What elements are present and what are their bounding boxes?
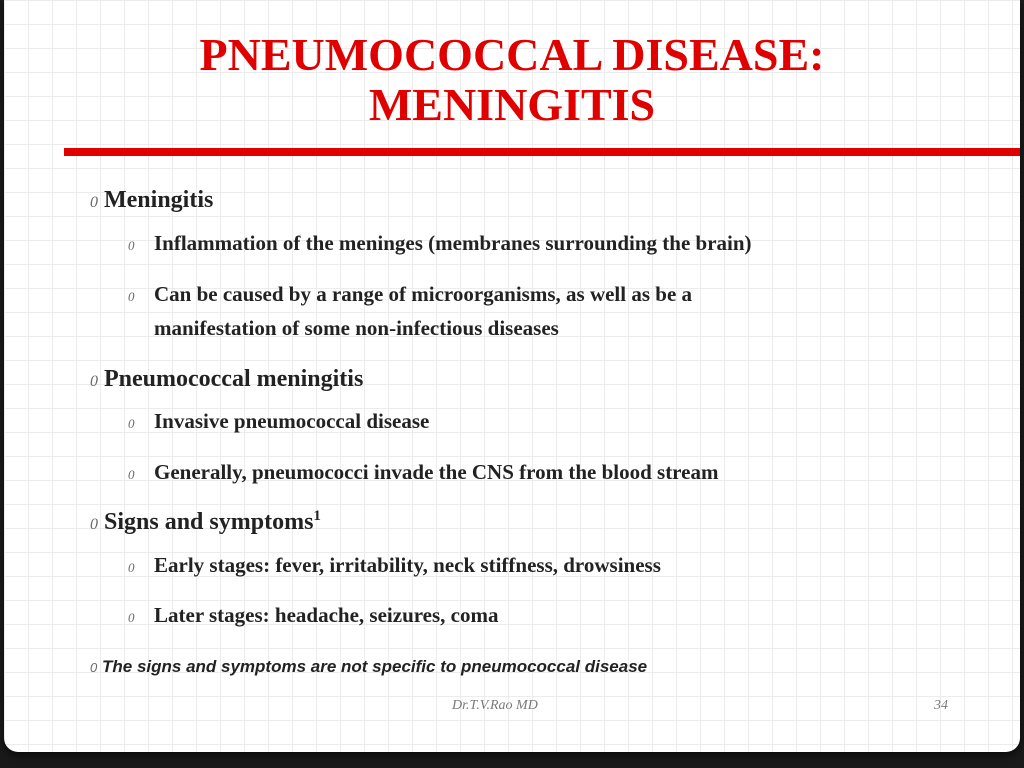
slide: [4, 0, 1020, 752]
bullet-marker: 0: [128, 289, 135, 304]
sub-bullet: [128, 226, 752, 263]
bullet-marker: 0: [128, 416, 135, 431]
footnote-ref: 1: [313, 508, 321, 524]
slide-title: [4, 30, 1020, 130]
bullet-marker: 0: [90, 373, 98, 390]
sub-bullet: [128, 598, 499, 635]
note-text: The signs and symptoms are not specific to pneumococcal disease: [102, 657, 648, 676]
sub-bullet-text: Later stages: headache, seizures, coma: [154, 603, 499, 627]
bullet-marker: 0: [128, 467, 135, 482]
sub-bullet-text: Invasive pneumococcal disease: [154, 409, 430, 433]
bullet-heading: Pneumococcal meningitis: [104, 366, 364, 392]
bullet-meningitis: [90, 187, 213, 214]
page-number: 34: [934, 698, 948, 713]
sub-bullet-text: Inflammation of the meninges (membranes surrounding the brain): [154, 231, 752, 255]
bullet-heading: Signs and symptoms: [104, 509, 314, 535]
sub-bullet: [128, 277, 692, 345]
bullet-marker: 0: [128, 610, 135, 625]
bullet-heading: Meningitis: [104, 187, 214, 213]
bullet-marker: 0: [90, 660, 98, 675]
bullet-marker: 0: [128, 560, 135, 575]
sub-bullet-text: Can be caused by a range of microorganisms, as well as be a manifestation of some non-infectious diseases: [154, 282, 693, 340]
bullet-pneumococcal-meningitis: [90, 366, 363, 393]
sub-bullet: [128, 548, 661, 585]
sub-bullet: [128, 404, 429, 441]
disclaimer-note: [90, 657, 647, 677]
title-divider: [64, 148, 1020, 156]
bullet-signs-and-symptoms: [90, 509, 321, 536]
title-line-2: MENINGITIS: [368, 79, 656, 130]
bullet-marker: 0: [90, 194, 98, 211]
bullet-marker: 0: [90, 516, 98, 533]
sub-bullet-text: Early stages: fever, irritability, neck stiffness, drowsiness: [154, 553, 661, 577]
footer-author: Dr.T.V.Rao MD: [452, 698, 538, 713]
sub-bullet: [128, 455, 718, 492]
bullet-marker: 0: [128, 238, 135, 253]
sub-bullet-text: Generally, pneumococci invade the CNS from the blood stream: [154, 460, 719, 484]
title-line-1: PNEUMOCOCCAL DISEASE:: [199, 29, 825, 80]
